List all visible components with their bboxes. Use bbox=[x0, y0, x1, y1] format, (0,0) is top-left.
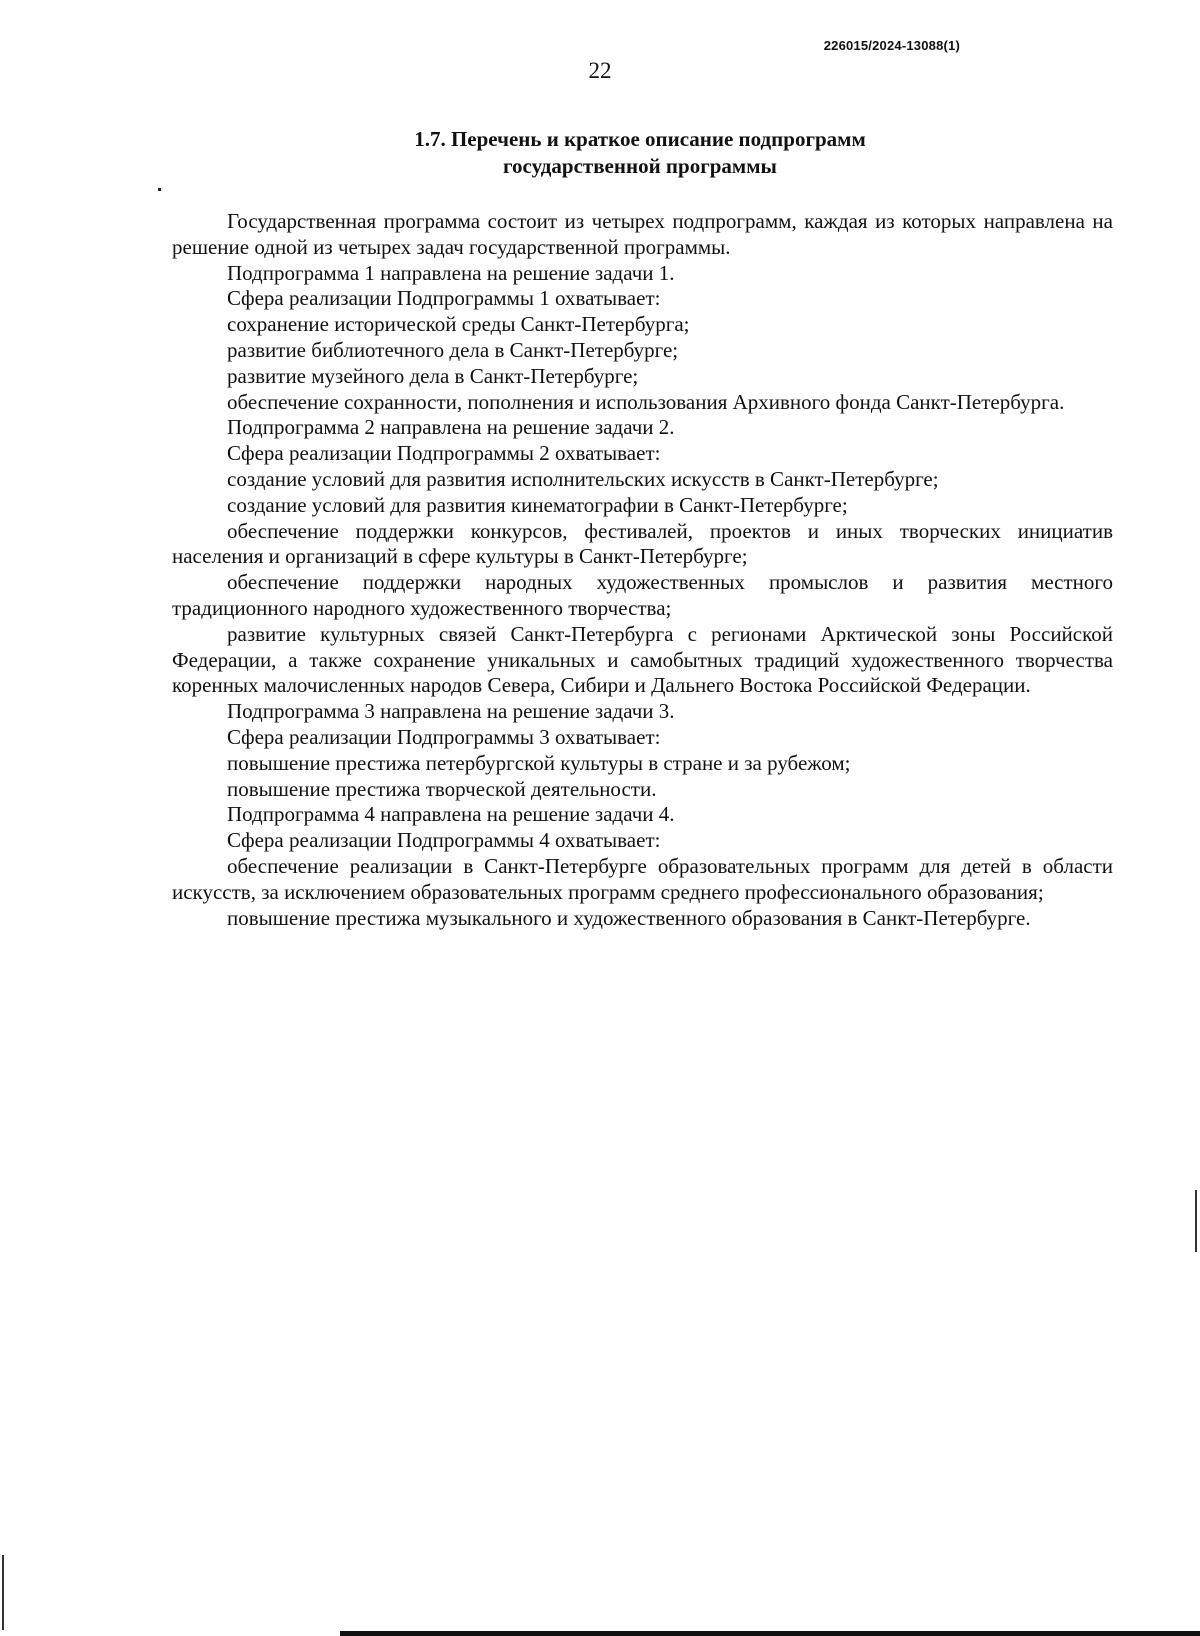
scan-bottom-edge bbox=[340, 1631, 1200, 1636]
paragraph: Подпрограмма 1 направлена на решение задачи 1. bbox=[227, 260, 675, 285]
scan-edge-mark-left bbox=[2, 1555, 4, 1630]
document-body bbox=[172, 209, 1113, 931]
page-number: 22 bbox=[588, 58, 612, 83]
paragraph: Сфера реализации Подпрограммы 1 охватывает: bbox=[227, 286, 661, 311]
paragraph: Подпрограмма 4 направлена на решение задачи 4. bbox=[227, 802, 675, 827]
paragraph: обеспечение реализации в Санкт-Петербурге образовательных программ для детей в области искусств, за исключением образовательных программ среднего профессионального образования; bbox=[172, 853, 1113, 904]
paragraph: создание условий для развития кинематографии в Санкт-Петербурге; bbox=[227, 492, 848, 517]
paragraph: Подпрограмма 3 направлена на решение задачи 3. bbox=[227, 699, 675, 724]
paragraph: Сфера реализации Подпрограммы 2 охватывает: bbox=[227, 441, 661, 466]
scan-artifact-dot bbox=[158, 188, 161, 191]
document-registration-number: 226015/2024-13088(1) bbox=[823, 38, 960, 53]
paragraph: развитие библиотечного дела в Санкт-Петербурге; bbox=[227, 337, 679, 362]
section-title-line-1: 1.7. Перечень и краткое описание подпрограмм bbox=[414, 127, 866, 151]
paragraph: обеспечение поддержки конкурсов, фестивалей, проектов и иных творческих инициатив населения и организаций в сфере культуры в Санкт-Петербурге; bbox=[172, 518, 1113, 569]
paragraph: повышение престижа музыкального и художественного образования в Санкт-Петербурге. bbox=[227, 905, 1031, 930]
paragraph: Сфера реализации Подпрограммы 4 охватывает: bbox=[227, 828, 661, 853]
paragraph: создание условий для развития исполнительских искусств в Санкт-Петербурге; bbox=[227, 466, 939, 491]
section-title-line-2: государственной программы bbox=[503, 154, 777, 178]
paragraph: обеспечение сохранности, пополнения и использования Архивного фонда Санкт-Петербурга. bbox=[227, 389, 1065, 414]
paragraph: Сфера реализации Подпрограммы 3 охватывает: bbox=[227, 724, 661, 749]
paragraph: повышение престижа петербургской культуры в стране и за рубежом; bbox=[227, 750, 851, 775]
paragraph: развитие культурных связей Санкт-Петербурга с регионами Арктической зоны Российской Федерации, а также сохранение уникальных и самобытных традиций художественного творчества коренных малочисленных народов Севера, Сибири и Дальнего Востока Российской Федерации. bbox=[172, 621, 1113, 698]
paragraph: Государственная программа состоит из четырех подпрограмм, каждая из которых направлена на решение одной из четырех задач государственной программы. bbox=[172, 209, 1113, 259]
paragraph: развитие музейного дела в Санкт-Петербурге; bbox=[227, 363, 639, 388]
paragraph: повышение престижа творческой деятельности. bbox=[227, 776, 657, 801]
paragraph: сохранение исторической среды Санкт-Петербурга; bbox=[227, 312, 690, 337]
paragraph: Подпрограмма 2 направлена на решение задачи 2. bbox=[227, 415, 675, 440]
section-title bbox=[170, 126, 1110, 180]
paragraph: обеспечение поддержки народных художественных промыслов и развития местного традиционного народного художественного творчества; bbox=[172, 570, 1113, 620]
scan-edge-mark-right bbox=[1195, 1190, 1197, 1252]
